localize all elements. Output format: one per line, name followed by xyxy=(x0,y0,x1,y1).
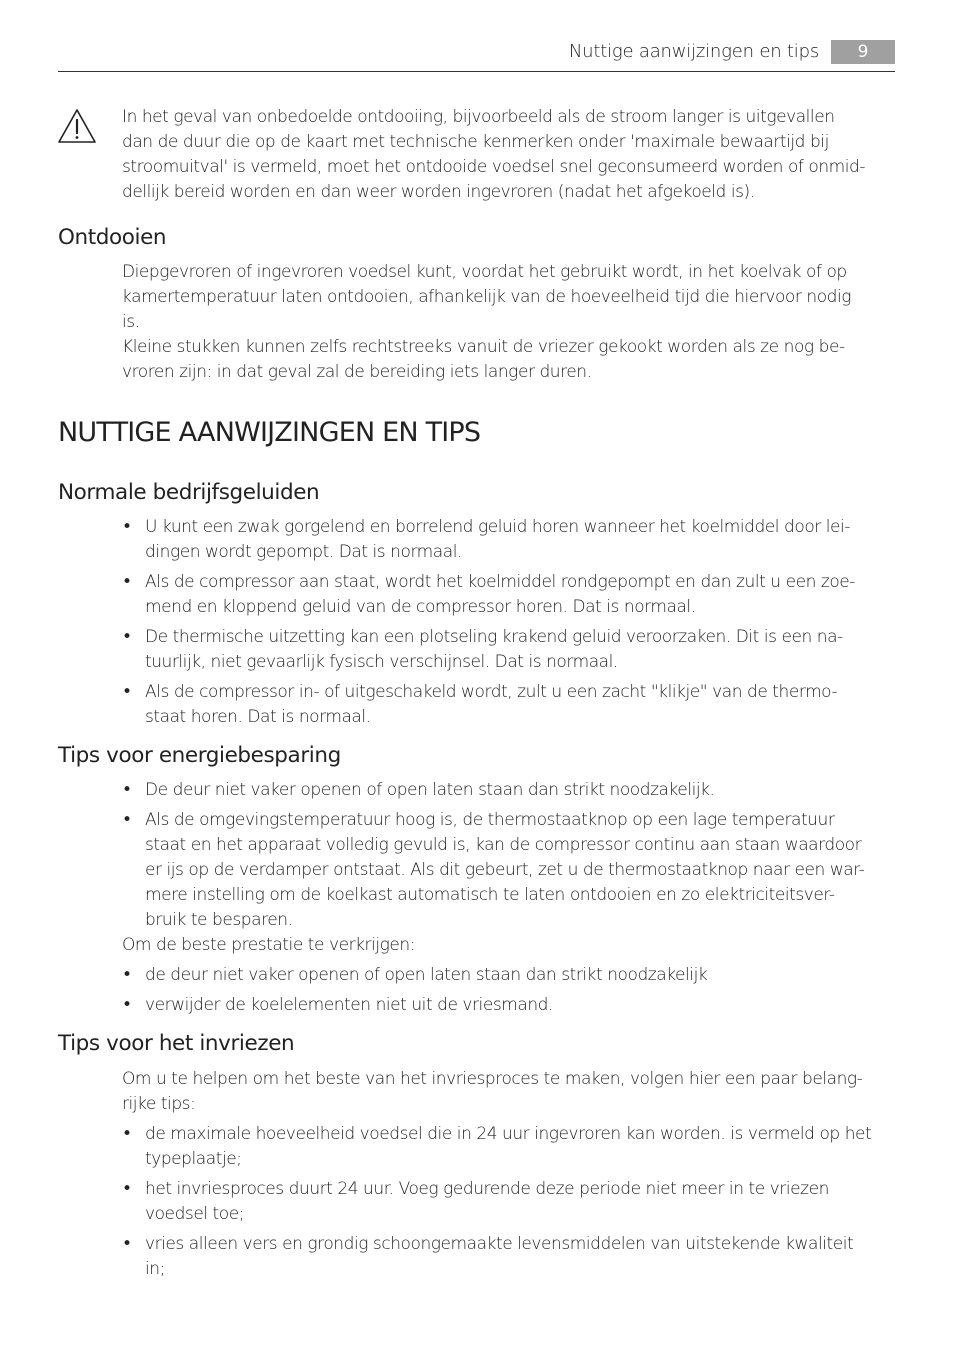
ontdooien-line: vroren zijn: in dat geval zal de bereiding iets langer duren. xyxy=(122,362,592,382)
energie-list xyxy=(122,778,895,933)
header-title: Nuttige aanwijzingen en tips xyxy=(568,41,819,62)
list-item xyxy=(122,1232,895,1282)
list-item-line: • de deur niet vaker openen of open laten staan dan strikt noodzakelijk xyxy=(145,965,708,985)
list-item-line: • Als de compressor in- of uitgeschakeld wordt, zult u een zacht "klikje" van de thermo- xyxy=(145,682,838,702)
warning-text xyxy=(122,105,895,205)
invriezen-intro xyxy=(122,1067,895,1117)
list-item xyxy=(122,570,895,620)
list-item xyxy=(122,1122,895,1172)
list-item-line: mere instelling om de koelkast automatisch te laten ontdooien en zo elektriciteitsver- xyxy=(145,885,835,905)
list-item xyxy=(122,515,895,565)
heading-invriezen: Tips voor het invriezen xyxy=(58,1031,295,1056)
ontdooien-line: Diepgevroren of ingevroren voedsel kunt, voordat het gebruikt wordt, in het koelvak of op xyxy=(122,262,847,282)
list-item xyxy=(122,993,895,1018)
list-item-line: • het invriesproces duurt 24 uur. Voeg gedurende deze periode niet meer in te vriezen xyxy=(145,1179,829,1199)
ontdooien-line: Kleine stukken kunnen zelfs rechtstreeks vanuit de vriezer gekookt worden als ze nog be- xyxy=(122,337,845,357)
page-header xyxy=(58,40,895,72)
list-item xyxy=(122,778,895,803)
warning-line: dellijk bereid worden en dan weer worden ingevroren (nadat het afgekoeld is). xyxy=(122,182,755,202)
energie-list-2 xyxy=(122,963,895,1018)
section-title: NUTTIGE AANWIJZINGEN EN TIPS xyxy=(58,417,481,448)
list-item-line: dingen wordt gepompt. Dat is normaal. xyxy=(145,542,462,562)
list-item-line: staat horen. Dat is normaal. xyxy=(145,707,371,727)
list-item-line: • Als de compressor aan staat, wordt het koelmiddel rondgepompt en dan zult u een zoe- xyxy=(145,572,855,592)
page-number: 9 xyxy=(831,40,895,64)
list-item-line: • Als de omgevingstemperatuur hoog is, de thermostaatknop op een lage temperatuur xyxy=(145,810,835,830)
geluiden-list xyxy=(122,515,895,730)
ontdooien-text xyxy=(122,260,895,385)
heading-energiebesparing: Tips voor energiebesparing xyxy=(58,743,341,768)
list-item-line: • De deur niet vaker openen of open laten staan dan strikt noodzakelijk. xyxy=(145,780,715,800)
list-item-line: mend en kloppend geluid van de compressor horen. Dat is normaal. xyxy=(145,597,696,617)
list-item xyxy=(122,1177,895,1227)
list-item-line: staat en het apparaat volledig gevuld is, kan de compressor continu aan staan waardoor xyxy=(145,835,862,855)
ontdooien-line: is. xyxy=(122,312,140,332)
warning-triangle-icon xyxy=(57,108,97,144)
invriezen-list xyxy=(122,1122,895,1282)
invriezen-intro-line: rijke tips: xyxy=(122,1094,196,1114)
list-item-line: tuurlijk, niet gevaarlijk fysisch verschijnsel. Dat is normaal. xyxy=(145,652,618,672)
heading-bedrijfsgeluiden: Normale bedrijfsgeluiden xyxy=(58,480,320,505)
list-item-line: • vries alleen vers en grondig schoongemaakte levensmiddelen van uitstekende kwaliteit xyxy=(145,1234,854,1254)
list-item-line: bruik te besparen. xyxy=(145,910,293,930)
warning-line: In het geval van onbedoelde ontdooiing, bijvoorbeeld als de stroom langer is uitgevallen xyxy=(122,107,835,127)
list-item-line: • verwijder de koelelementen niet uit de vriesmand. xyxy=(145,995,553,1015)
list-item-line: typeplaatje; xyxy=(145,1149,242,1169)
list-item-line: • de maximale hoeveelheid voedsel die in 24 uur ingevroren kan worden. is vermeld op het xyxy=(145,1124,872,1144)
list-item-line: • De thermische uitzetting kan een plotseling krakend geluid veroorzaken. Dit is een na- xyxy=(145,627,843,647)
ontdooien-line: kamertemperatuur laten ontdooien, afhankelijk van de hoeveelheid tijd die hiervoor nodig xyxy=(122,287,852,307)
invriezen-intro-line: Om u te helpen om het beste van het invriesproces te maken, volgen hier een paar belang- xyxy=(122,1069,863,1089)
list-item-line: voedsel toe; xyxy=(145,1204,245,1224)
list-item xyxy=(122,625,895,675)
list-item-line: er ijs op de verdamper ontstaat. Als dit gebeurt, zet u de thermostaatknop naar een war- xyxy=(145,860,865,880)
list-item xyxy=(122,808,895,933)
list-item-line: in; xyxy=(145,1259,165,1279)
list-item xyxy=(122,680,895,730)
heading-ontdooien: Ontdooien xyxy=(58,225,167,250)
warning-line: stroomuitval' is vermeld, moet het ontdooide voedsel snel geconsumeerd worden of onmid- xyxy=(122,157,866,177)
energie-intro-line: Om de beste prestatie te verkrijgen: xyxy=(122,935,415,955)
warning-line: dan de duur die op de kaart met technische kenmerken onder 'maximale bewaartijd bij xyxy=(122,132,829,152)
list-item-line: • U kunt een zwak gorgelend en borrelend geluid horen wanneer het koelmiddel door lei- xyxy=(145,517,851,537)
list-item xyxy=(122,963,895,988)
energie-intro xyxy=(122,933,895,958)
